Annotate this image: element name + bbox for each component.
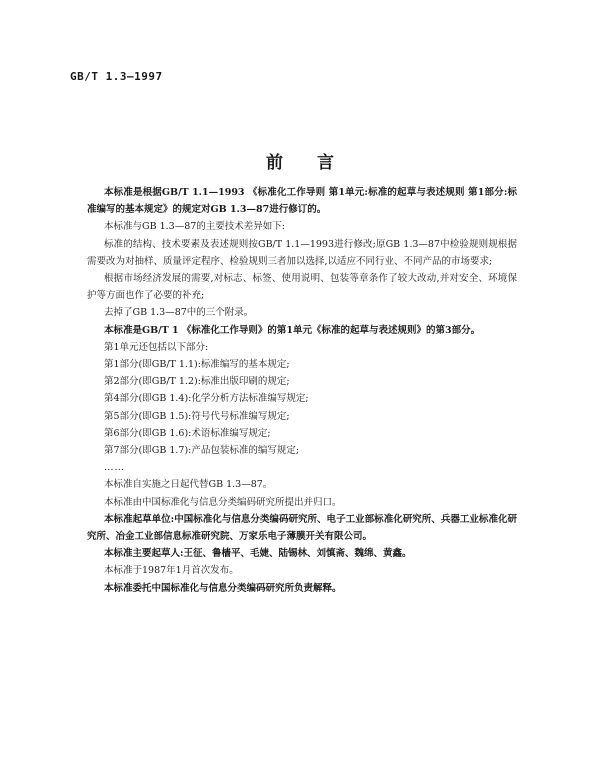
document-body xyxy=(87,184,517,597)
paragraph-parts-intro: 第1单元还包括以下部分: xyxy=(104,341,209,353)
list-item: 第5部分(即GB 1.5):符号代号标准编写规定; xyxy=(104,410,290,422)
list-item: 第2部分(即GB/T 1.2):标准出版印刷的规定; xyxy=(104,376,290,388)
paragraph-difference-structure: 标准的结构、技术要素及表述规则按GB/T 1.1—1993进行修改;原GB 1.3—87中检验规则规根据需要改为对抽样、质量评定程序、检验规则三者加以选择,以适应不同行业、不同产品的市场要求; xyxy=(87,238,517,267)
paragraph-first-issued: 本标准于1987年1月首次发布。 xyxy=(104,565,239,577)
paragraph-basis: 本标准是根据GB/T 1.1—1993 《标准化工作导则 第1单元:标准的起草与表述规则 第1部分:标准编写的基本规定》的规定对GB 1.3—87进行修订的。 xyxy=(87,187,517,216)
paragraph-proposed-by: 本标准由中国标准化与信息分类编码研究所提出并归口。 xyxy=(104,496,342,508)
paragraph-replaces: 本标准自实施之日起代替GB 1.3—87。 xyxy=(104,479,273,491)
paragraph-interpretation: 本标准委托中国标准化与信息分类编码研究所负责解释。 xyxy=(104,582,342,594)
list-item: 第6部分(即GB 1.6):术语标准编写规定; xyxy=(104,427,271,439)
parts-list xyxy=(87,356,517,459)
paragraph-difference-appendices: 去掉了GB 1.3—87中的三个附录。 xyxy=(104,307,254,319)
page-title: 前言 xyxy=(266,153,368,173)
list-item: 第1部分(即GB/T 1.1):标准编写的基本规定; xyxy=(104,359,290,371)
paragraph-drafters: 本标准主要起草人:王征、鲁樯平、毛婕、陆锡林、刘慎斋、魏绵、黄鑫。 xyxy=(104,548,412,560)
paragraph-difference-marking: 根据市场经济发展的需要,对标志、标签、使用说明、包装等章条作了较大改动,并对安全、环境保护等方面也作了必要的补充; xyxy=(87,273,517,302)
paragraph-drafting-units: 本标准起草单位:中国标准化与信息分类编码研究所、电子工业部标准化研究所、兵器工业标准化研究所、冶金工业部信息标准研究院、万家乐电子薄膜开关有限公司。 xyxy=(87,513,517,543)
ellipsis: …… xyxy=(104,462,125,474)
paragraph-unit-scope: 本标准是GB/T 1 《标准化工作导则》的第1单元《标准的起草与表述规则》的第3部分。 xyxy=(104,324,481,336)
list-item: 第7部分(即GB 1.7):产品包装标准的编写规定; xyxy=(104,445,300,457)
paragraph-differences-intro: 本标准与GB 1.3—87的主要技术差异如下: xyxy=(104,221,285,233)
list-item: 第4部分(即GB 1.4):化学分析方法标准编写规定; xyxy=(104,393,309,405)
standard-code: GB/T 1.3—1997 xyxy=(70,70,163,83)
